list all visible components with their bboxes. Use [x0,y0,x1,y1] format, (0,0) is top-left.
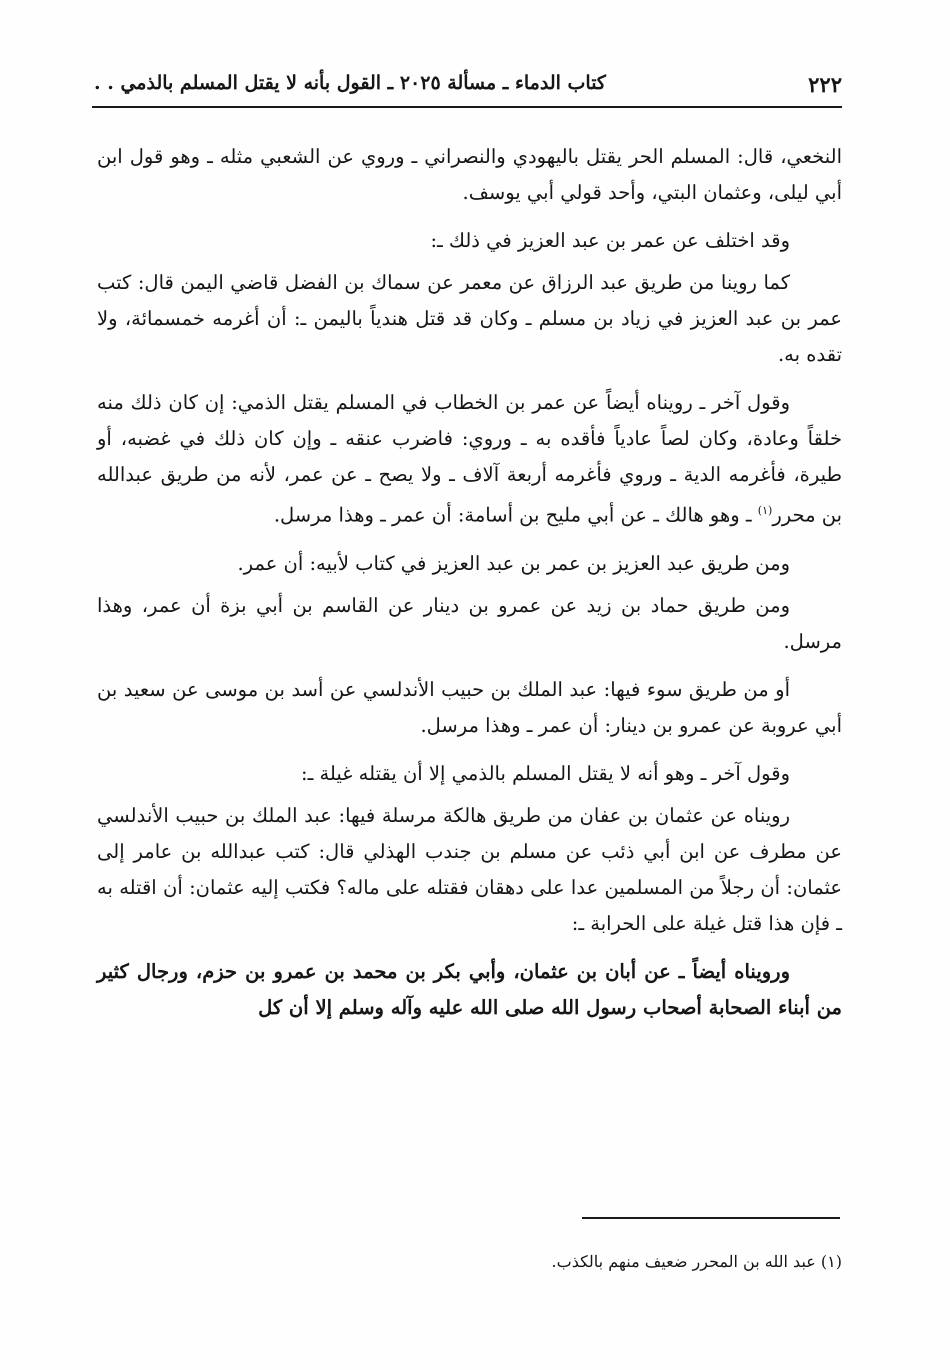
page-number: ٢٢٢ [808,72,842,97]
paragraph-9: رويناه عن عثمان بن عفان من طريق هالكة مرسلة فيها: عبد الملك بن حبيب الأندلسي عن مطرف عن ابن أبي ذئب عن مسلم بن جندب الهذلي قال: كتب عبدالله بن عامر إلى عثمان: أن رجلاً من المسلمين عدا على دهقان فقتله على ماله؟ فكتب إليه عثمان: أن اقتله به ـ فإن هذا قتل غيلة على الحرابة ـ: [97,803,842,935]
page-header [92,68,842,108]
paragraph-8: وقول آخر ـ وهو أنه لا يقتل المسلم بالذمي إلا أن يقتله غيلة ـ: [301,761,790,785]
running-head: كتاب الدماء ـ مسألة ٢٠٢٥ ـ القول بأنه لا يقتل المسلم بالذمي . . [94,72,606,94]
paragraph-1: النخعي، قال: المسلم الحر يقتل باليهودي والنصراني ـ وروي عن الشعبي مثله ـ وهو قول ابن أبي ليلى، وعثمان البتي، وأحد قولي أبي يوسف. [97,145,842,204]
paragraph-10: ورويناه أيضاً ـ عن أبان بن عثمان، وأبي بكر بن محمد بن عمرو بن حزم، ورجال كثير من أبناء الصحابة أصحاب رسول الله صلى الله عليه وآله وسلم إلا أن كل [97,959,842,1019]
paragraph-5: ومن طريق عبد العزيز بن عمر بن عبد العزيز في كتاب لأبيه: أن عمر. [237,551,790,575]
footnote: (١) عبد الله بن المحرر ضعيف منهم بالكذب. [551,1252,842,1271]
paragraph-4-text: وقول آخر ـ رويناه أيضاً عن عمر بن الخطاب في المسلم يقتل الذمي: إن كان ذلك منه خلقاً وعادة، وكان لصاً عادياً فأقده به ـ وروي: فاضرب عنقه ـ وإن كان ذلك في غضبه، أو طيرة، فأغرمه الدية ـ وروي فأغرمه أربعة آلاف ـ ولا يصح ـ عن عمر، لأنه من طريق عبدالله بن محرر [97,391,842,527]
footnote-divider [582,1217,840,1219]
paragraph-4 [97,385,842,534]
paragraph-2: وقد اختلف عن عمر بن عبد العزيز في ذلك ـ: [430,229,790,252]
main-text [97,139,842,1032]
paragraph-4-continuation: ـ وهو هالك ـ عن أبي مليح بن أسامة: أن عمر ـ وهذا مرسل. [273,503,752,527]
paragraph-7: أو من طريق سوء فيها: عبد الملك بن حبيب الأندلسي عن أسد بن موسى عن سعيد بن أبي عروبة عن عمرو بن دينار: أن عمر ـ وهذا مرسل. [97,677,842,737]
footnote-reference: (١) [757,504,773,517]
paragraph-3: كما روينا من طريق عبد الرزاق عن معمر عن سماك بن الفضل قاضي اليمن قال: كتب عمر بن عبد العزيز في زياد بن مسلم ـ وكان قد قتل هندياً باليمن ـ: أن أغرمه خمسمائة، ولا تقده به. [97,271,842,366]
paragraph-6: ومن طريق حماد بن زيد عن عمرو بن دينار عن القاسم بن أبي بزة أن عمر، وهذا مرسل. [97,593,842,653]
